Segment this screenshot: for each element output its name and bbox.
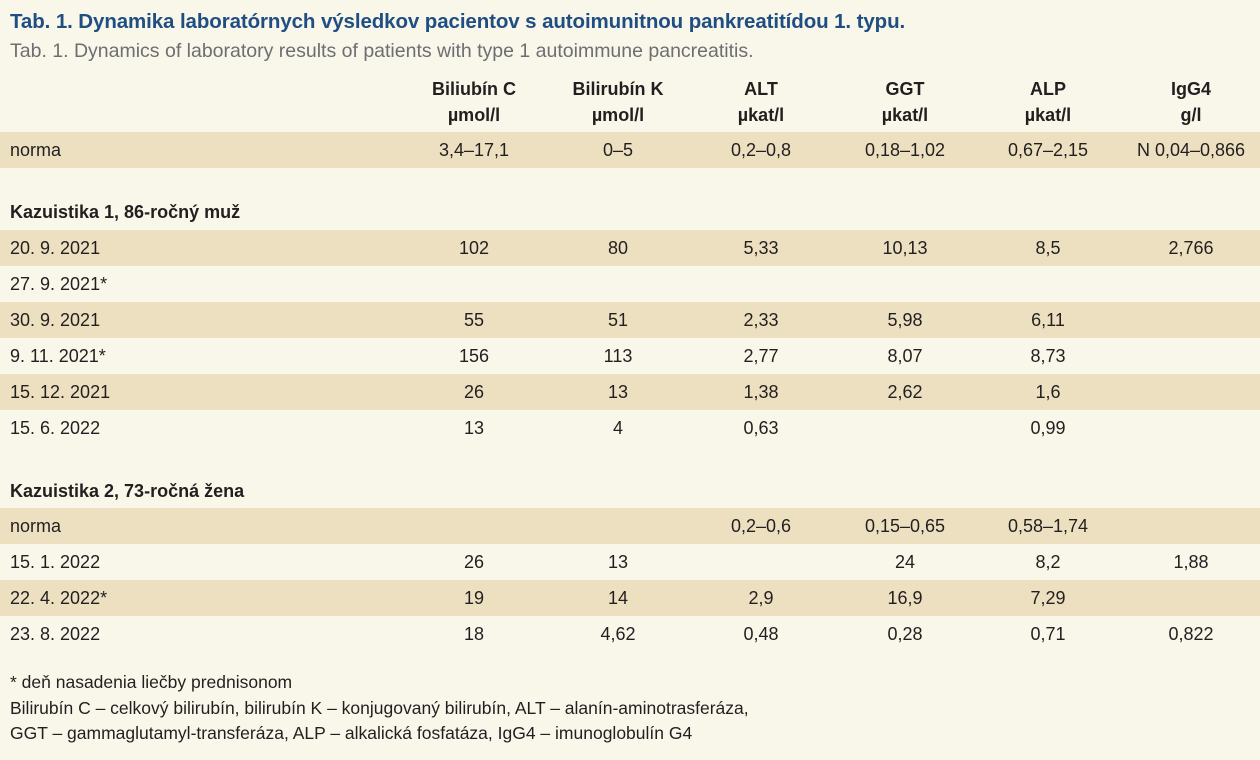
- table-cell: 0,67–2,15: [1007, 140, 1089, 160]
- table-cell: 0–5: [602, 140, 634, 160]
- table-cell: 6,11: [1031, 310, 1065, 330]
- table-row: [0, 266, 1260, 302]
- table-cell: 4: [612, 418, 623, 438]
- table-row: [0, 544, 1260, 580]
- table-cell: N 0,04–0,866: [1136, 140, 1246, 160]
- table-cell: 2,77: [743, 346, 779, 366]
- table-cell: 26: [463, 382, 485, 402]
- table-row: [0, 302, 1260, 338]
- row-label: 15. 6. 2022: [10, 418, 101, 438]
- column-header-igg4: IgG4 g/l: [1170, 79, 1211, 125]
- table-cell: 0,28: [887, 624, 923, 644]
- table-cell: 8,73: [1030, 346, 1066, 366]
- row-label: 22. 4. 2022*: [10, 588, 108, 608]
- table-row: [0, 580, 1260, 616]
- table-title: Tab. 1. Dynamika laboratórnych výsledkov pacientov s autoimunitnou pankreatitídou 1. typu.: [10, 10, 906, 33]
- table-cell: 2,33: [743, 310, 779, 330]
- table-cell: 10,13: [882, 238, 928, 258]
- row-label: 23. 8. 2022: [10, 624, 101, 644]
- table-cell: 13: [463, 418, 485, 438]
- table-cell: 2,62: [887, 382, 923, 402]
- table-row: [0, 230, 1260, 266]
- table-cell: 0,71: [1030, 624, 1066, 644]
- table-cell: 18: [463, 624, 485, 644]
- footnote: Bilirubín C – celkový bilirubín, bilirubín K – konjugovaný bilirubín, ALT – alanín-aminotrasferáza,: [10, 698, 749, 718]
- table-row: [0, 410, 1260, 446]
- table-cell: 13: [607, 552, 629, 572]
- table-cell: 4,62: [600, 624, 636, 644]
- table-cell: 1,38: [743, 382, 779, 402]
- norm-row: [0, 508, 1260, 544]
- table-cell: 0,63: [743, 418, 779, 438]
- column-header-bilirubin-k: Bilirubín K µmol/l: [572, 79, 664, 125]
- column-header-bilirubin-c: Biliubín C µmol/l: [432, 79, 516, 125]
- footnote: * deň nasadenia liečby prednisonom: [10, 672, 293, 692]
- table-cell: 24: [894, 552, 916, 572]
- table-cell: 0,48: [743, 624, 779, 644]
- table-cell: 3,4–17,1: [438, 140, 510, 160]
- table-cell: 16,9: [887, 588, 923, 608]
- column-header-alp: ALP µkat/l: [1024, 79, 1072, 125]
- row-label: 27. 9. 2021*: [10, 274, 108, 294]
- table-cell: 0,15–0,65: [864, 516, 946, 536]
- table-cell: 102: [458, 238, 490, 258]
- row-label: 30. 9. 2021: [10, 310, 101, 330]
- column-header-ggt: GGT µkat/l: [881, 79, 929, 125]
- column-header-row: [0, 76, 1260, 130]
- table-row: [0, 338, 1260, 374]
- table-cell: 7,29: [1030, 588, 1066, 608]
- table-subtitle: Tab. 1. Dynamics of laboratory results of patients with type 1 autoimmune pancreatitis.: [10, 40, 754, 62]
- case2-heading: Kazuistika 2, 73-ročná žena: [10, 481, 245, 501]
- norm-row: [0, 132, 1260, 168]
- table-cell: 2,766: [1168, 238, 1214, 258]
- row-label: norma: [10, 140, 62, 160]
- table-cell: 0,99: [1030, 418, 1066, 438]
- case1-heading: Kazuistika 1, 86-ročný muž: [10, 202, 241, 222]
- footnote: GGT – gammaglutamyl-transferáza, ALP – alkalická fosfatáza, IgG4 – imunoglobulín G4: [10, 723, 693, 743]
- table-cell: 0,822: [1168, 624, 1214, 644]
- table-cell: 8,07: [887, 346, 923, 366]
- table-cell: 1,88: [1173, 552, 1209, 572]
- table-row: [0, 374, 1260, 410]
- table-cell: 55: [463, 310, 485, 330]
- column-header-alt: ALT µkat/l: [737, 79, 785, 125]
- table-cell: 5,33: [743, 238, 779, 258]
- table-cell: 5,98: [887, 310, 923, 330]
- table-cell: 26: [463, 552, 485, 572]
- table-cell: 8,5: [1035, 238, 1061, 258]
- table-cell: 113: [603, 346, 633, 366]
- table-cell: 0,58–1,74: [1007, 516, 1089, 536]
- table-cell: 14: [607, 588, 629, 608]
- table-cell: 1,6: [1035, 382, 1061, 402]
- row-label: 9. 11. 2021*: [10, 346, 106, 366]
- table-cell: 156: [458, 346, 490, 366]
- table-cell: 0,2–0,8: [730, 140, 792, 160]
- table-cell: 8,2: [1035, 552, 1061, 572]
- table-cell: 51: [607, 310, 629, 330]
- table-cell: 13: [607, 382, 629, 402]
- table-row: [0, 616, 1260, 652]
- table-cell: 0,18–1,02: [864, 140, 946, 160]
- table-cell: 19: [463, 588, 485, 608]
- row-label: 15. 12. 2021: [10, 382, 111, 402]
- row-label: 15. 1. 2022: [10, 552, 101, 572]
- row-label: norma: [10, 516, 62, 536]
- row-label: 20. 9. 2021: [10, 238, 101, 258]
- table-cell: 80: [607, 238, 629, 258]
- table-cell: 2,9: [748, 588, 774, 608]
- table-cell: 0,2–0,6: [730, 516, 792, 536]
